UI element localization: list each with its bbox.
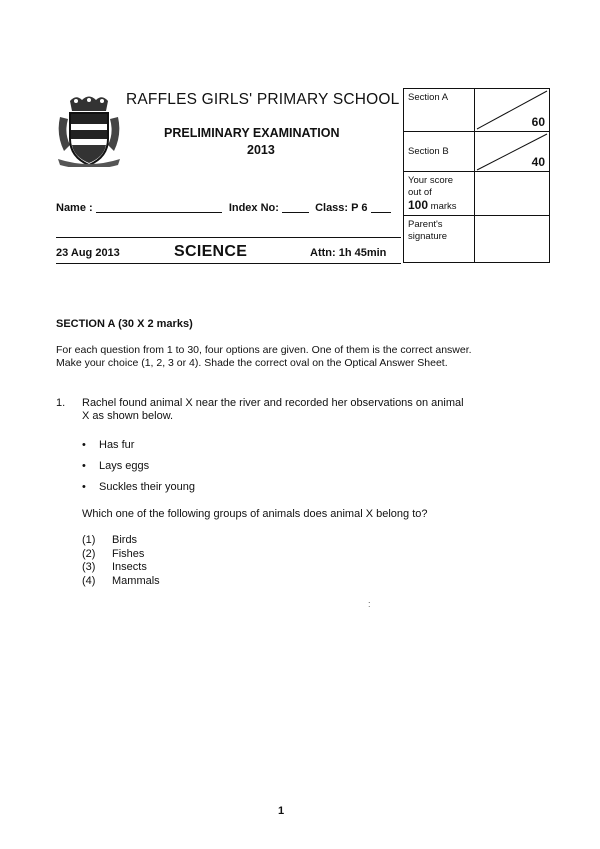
section-b-label: Section B	[404, 132, 475, 172]
name-label: Name :	[56, 202, 93, 214]
question-line: X as shown below.	[82, 410, 174, 422]
section-a-max-marks: 60	[531, 115, 545, 129]
option-2[interactable]: (2) Fishes	[82, 547, 145, 560]
name-blank[interactable]	[96, 212, 222, 213]
school-name: RAFFLES GIRLS' PRIMARY SCHOOL	[126, 91, 400, 108]
student-details-row	[56, 202, 391, 214]
instruction-line: Make your choice (1, 2, 3 or 4). Shade the correct oval on the Optical Answer Sheet.	[56, 357, 448, 369]
marks-suffix: marks	[430, 201, 457, 212]
class-blank[interactable]	[371, 212, 391, 213]
question-prompt: Which one of the following groups of animals does animal X belong to?	[82, 508, 428, 520]
section-a-label: Section A	[404, 89, 475, 132]
question-number: 1.	[56, 397, 66, 409]
option-1[interactable]: (1) Birds	[82, 534, 138, 546]
instruction-line: For each question from 1 to 30, four options are given. One of them is the correct answer.	[56, 344, 472, 356]
answer-options	[82, 534, 160, 588]
total-marks-text	[408, 199, 474, 213]
subject-title: SCIENCE	[174, 243, 248, 260]
option-4[interactable]: (4) Mammals	[82, 574, 160, 587]
parent-signature-label	[404, 216, 475, 263]
index-blank[interactable]	[282, 212, 309, 213]
exam-duration: Attn: 1h 45min	[310, 247, 387, 259]
exam-date: 23 Aug 2013	[56, 247, 120, 259]
bullet-icon: •	[82, 481, 86, 493]
list-item: • Suckles their young	[82, 481, 195, 493]
section-b-max-marks: 40	[531, 155, 545, 169]
section-a-instructions	[56, 344, 472, 370]
header-rule-bottom	[56, 263, 401, 264]
your-score-text: Your score	[408, 175, 454, 186]
question-text	[82, 397, 464, 423]
header-rule-top	[56, 237, 401, 238]
total-marks-value: 100	[408, 198, 429, 212]
parent-text: Parent's	[408, 219, 443, 230]
section-a-score-cell[interactable]	[475, 89, 550, 132]
option-3[interactable]: (3) Insects	[82, 561, 147, 574]
exam-title: PRELIMINARY EXAMINATION	[164, 126, 340, 140]
list-item: • Lays eggs	[82, 460, 150, 472]
exam-year: 2013	[247, 143, 275, 157]
section-a-heading: SECTION A (30 X 2 marks)	[56, 318, 193, 330]
bullet-icon: •	[82, 439, 86, 451]
total-score-label	[404, 172, 475, 216]
bullet-icon: •	[82, 460, 86, 472]
date-subject-row	[56, 243, 401, 264]
score-table	[403, 88, 550, 263]
observation-list	[82, 439, 195, 502]
out-of-text: out of	[408, 187, 432, 198]
list-item: • Has fur	[82, 439, 135, 451]
parent-signature-cell[interactable]	[475, 216, 550, 263]
school-crest-icon	[56, 95, 122, 167]
page-number: 1	[278, 805, 285, 817]
total-score-cell[interactable]	[475, 172, 550, 216]
section-b-score-cell[interactable]	[475, 132, 550, 172]
class-label: Class: P 6	[315, 202, 368, 214]
question-line: Rachel found animal X near the river and recorded her observations on animal	[82, 397, 464, 409]
signature-text: signature	[408, 231, 448, 242]
index-label: Index No:	[228, 202, 279, 214]
scan-speck: :	[368, 599, 371, 609]
